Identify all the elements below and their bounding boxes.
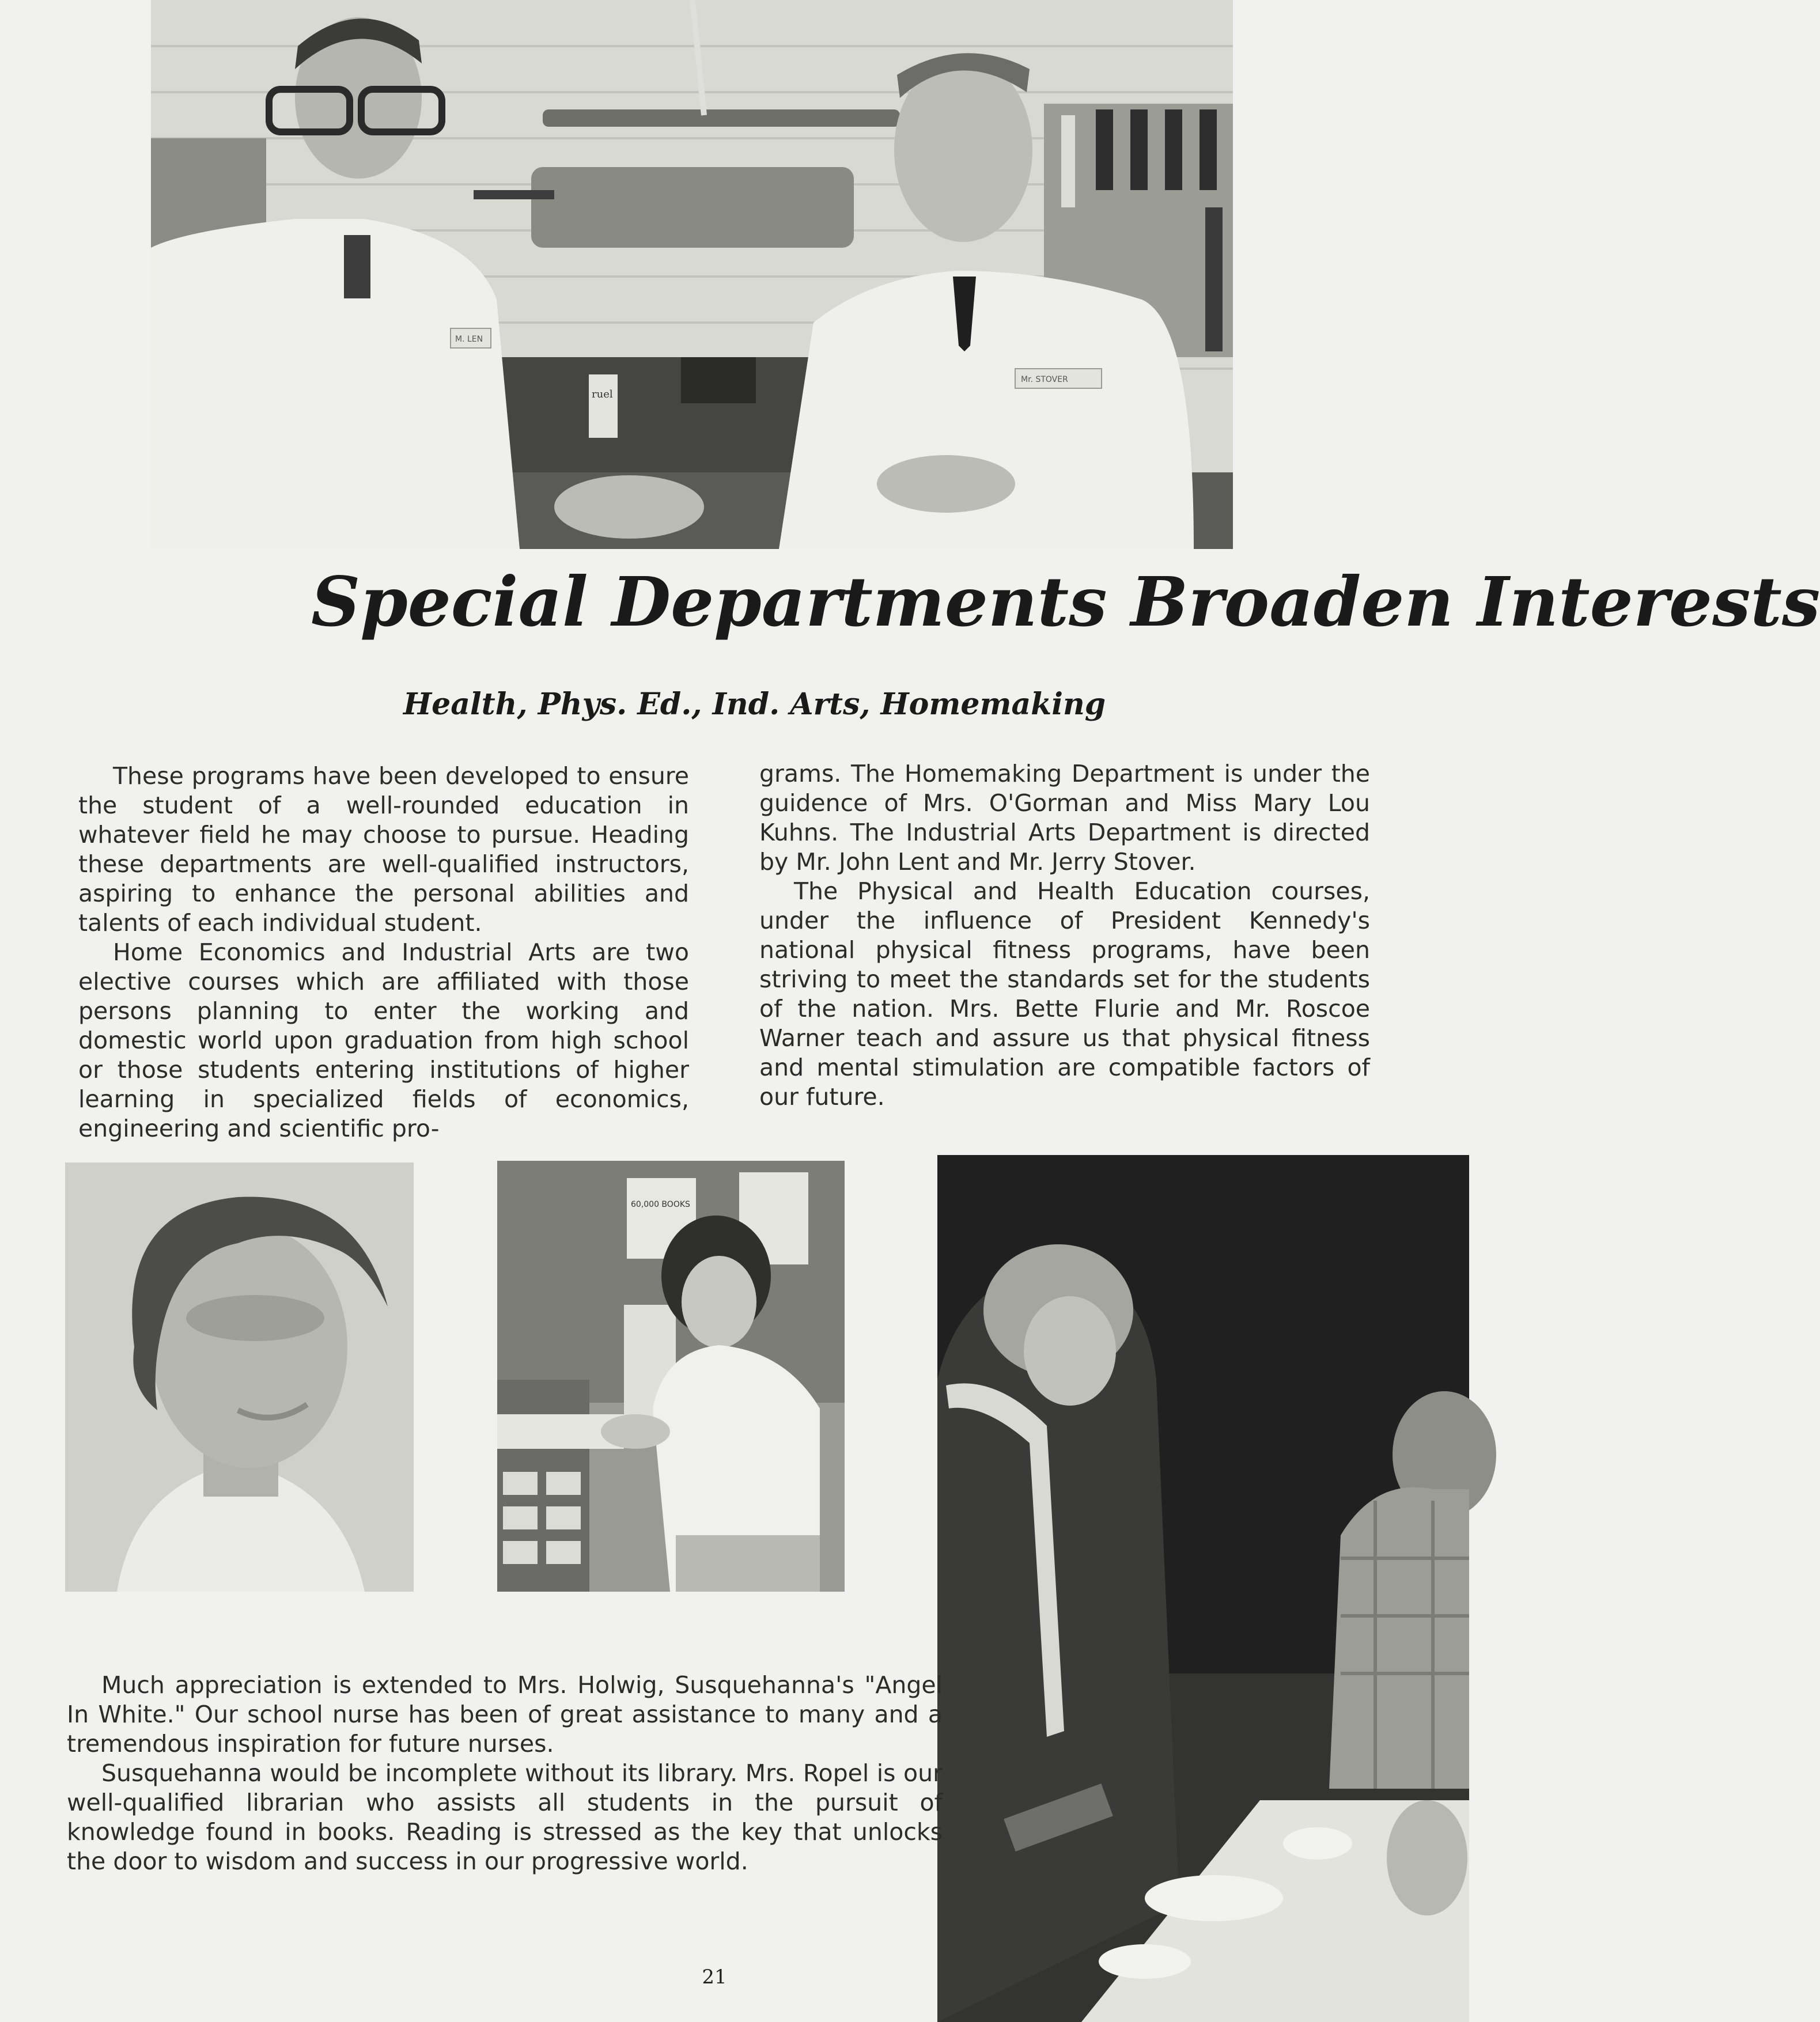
article-paragraph: The Physical and Health Education courses, under the influence of President Kennedy's national physical fitness programs, have been striving to meet the standards set for the students of the nation. Mrs. Bette Flurie and Mr. Roscoe Warner teach and assure us that physical fitness and mental stimulation are compatible factors of our future. bbox=[759, 877, 1370, 1111]
can-label-text: ruel bbox=[592, 388, 613, 400]
page-number: 21 bbox=[702, 1966, 727, 1989]
caption-library: Susquehanna would be incomplete without its library. Mrs. Ropel is our well-qualified librarian who assists all students in the pursuit of knowledge found in books. Reading is stressed as the key that unlocks the door to wisdom and success in our progressive world. bbox=[67, 1759, 943, 1875]
caption-nurse: Much appreciation is extended to Mrs. Holwig, Susquehanna's "Angel In White." Our school nurse has been of great assistance to many and a tremendous inspiration for future nurses. bbox=[67, 1671, 943, 1758]
badge-left-text: M. LEN bbox=[455, 335, 483, 344]
article-paragraph: grams. The Homemaking Department is under the guidence of Mrs. O'Gorman and Miss Mary Lou Kuhns. The Industrial Arts Department is directed by Mr. John Lent and Mr. Jerry Stover. bbox=[759, 760, 1370, 876]
badge-right-text: Mr. STOVER bbox=[1021, 375, 1068, 384]
photo-librarian bbox=[497, 1161, 845, 1592]
photo-industrial-arts-instructors bbox=[151, 0, 1233, 549]
article-paragraph: These programs have been developed to ensure the student of a well-rounded education in whatever field he may choose to pursue. Heading these departments are well-qualified instructors, aspiring to enhance the personal abilities and talents of each individual student. bbox=[78, 762, 689, 937]
page-subtitle: Health, Phys. Ed., Ind. Arts, Homemaking bbox=[403, 687, 1106, 722]
library-poster-text: 60,000 BOOKS bbox=[631, 1200, 690, 1209]
article-paragraph: Home Economics and Industrial Arts are two elective courses which are affiliated with those persons planning to enter the working and domestic world upon graduation from high school or those students entering institutions of higher learning in specialized fields of economics, engineering and scientific pro- bbox=[78, 938, 689, 1142]
article-right-column bbox=[759, 759, 1370, 1112]
photo-homemaking-class bbox=[937, 1155, 1469, 2022]
article-left-column bbox=[78, 762, 689, 1143]
caption-block bbox=[67, 1671, 943, 1876]
page-title: Special Departments Broaden Interests bbox=[311, 562, 1820, 642]
photo-school-nurse bbox=[65, 1163, 414, 1592]
